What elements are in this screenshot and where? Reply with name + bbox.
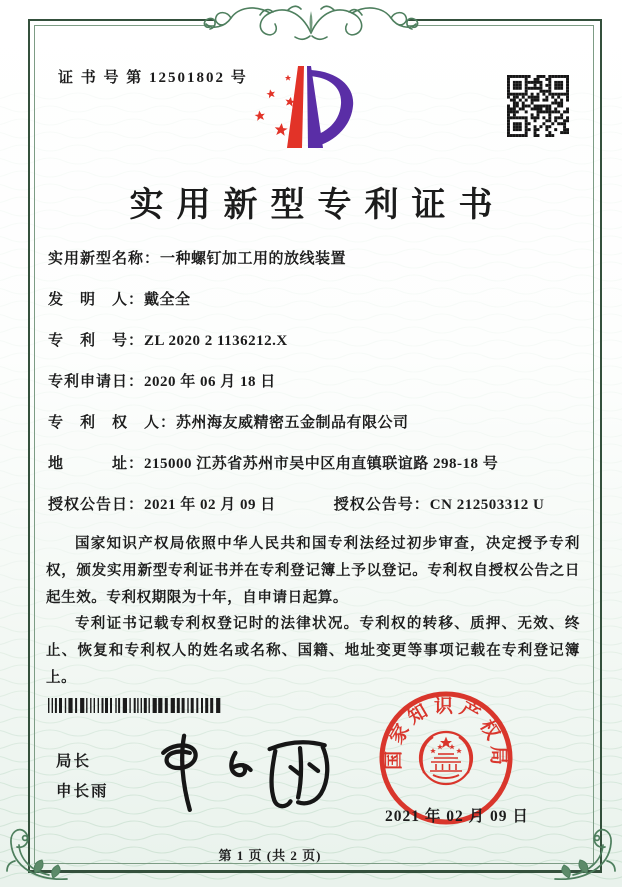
qr-code-icon bbox=[507, 75, 569, 137]
seal-ring-text: 国家知识产权局 bbox=[383, 695, 509, 770]
field-label: 授权公告日： bbox=[48, 497, 145, 513]
certificate-fields bbox=[48, 248, 588, 535]
field-grant-row bbox=[48, 494, 588, 535]
field-label: 专利申请日： bbox=[48, 374, 145, 390]
field-value: 一种螺钉加工用的放线装置 bbox=[160, 251, 347, 267]
director-signature-icon bbox=[148, 722, 338, 817]
signer-name: 申长雨 bbox=[56, 783, 109, 800]
signer-title: 局长 bbox=[56, 753, 92, 770]
certificate-number: 证 书 号 第 12501802 号 bbox=[58, 70, 248, 86]
seal-date: 2021 年 02 月 09 日 bbox=[385, 808, 529, 825]
field-grant-number bbox=[334, 494, 545, 535]
field-utility-model-name bbox=[48, 248, 588, 289]
legal-paragraph-1: 国家知识产权局依照中华人民共和国专利法经过初步审查，决定授予专利权，颁发实用新型专利证书并在专利登记簿上予以登记。专利权自授权公告之日起生效。专利权期限为十年，自申请日起算。 bbox=[46, 536, 580, 606]
field-inventor bbox=[48, 289, 588, 330]
field-value: 2020 年 06 月 18 日 bbox=[144, 374, 276, 390]
field-label: 实用新型名称： bbox=[48, 251, 161, 267]
corner-flourish-ornament-icon bbox=[551, 825, 619, 883]
field-value: 苏州海友威精密五金制品有限公司 bbox=[176, 415, 409, 431]
field-label: 专 利 号： bbox=[48, 333, 145, 349]
field-patent-number bbox=[48, 330, 588, 371]
field-filing-date bbox=[48, 371, 588, 412]
field-value: 215000 江苏省苏州市吴中区甪直镇联谊路 298-18 号 bbox=[144, 456, 499, 472]
field-label: 专 利 权 人： bbox=[48, 415, 177, 431]
field-value: ZL 2020 2 1136212.X bbox=[144, 333, 288, 349]
page-number-footer: 第 1 页 (共 2 页) bbox=[218, 848, 322, 863]
top-flourish-ornament-icon bbox=[200, 1, 422, 47]
corner-flourish-ornament-icon bbox=[3, 825, 71, 883]
cnipa-patent-logo-icon bbox=[238, 58, 402, 166]
legal-paragraph-2: 专利证书记载专利权登记时的法律状况。专利权的转移、质押、无效、终止、恢复和专利权人的姓名或名称、国籍、地址变更等事项记载在专利登记簿上。 bbox=[46, 616, 580, 686]
field-value: 2021 年 02 月 09 日 bbox=[144, 497, 276, 513]
barcode-icon bbox=[48, 698, 222, 713]
field-label: 地 址： bbox=[48, 456, 145, 472]
field-grant-date bbox=[48, 494, 276, 535]
certificate-title: 实用新型专利证书 bbox=[129, 187, 506, 224]
field-patentee bbox=[48, 412, 588, 453]
legal-text bbox=[46, 531, 580, 692]
field-label: 授权公告号： bbox=[333, 497, 430, 513]
field-value: CN 212503312 U bbox=[429, 497, 545, 513]
national-emblem bbox=[420, 732, 472, 784]
field-label: 发 明 人： bbox=[48, 292, 145, 308]
field-value: 戴全全 bbox=[144, 292, 191, 308]
field-address bbox=[48, 453, 588, 494]
signer-block bbox=[56, 747, 109, 807]
